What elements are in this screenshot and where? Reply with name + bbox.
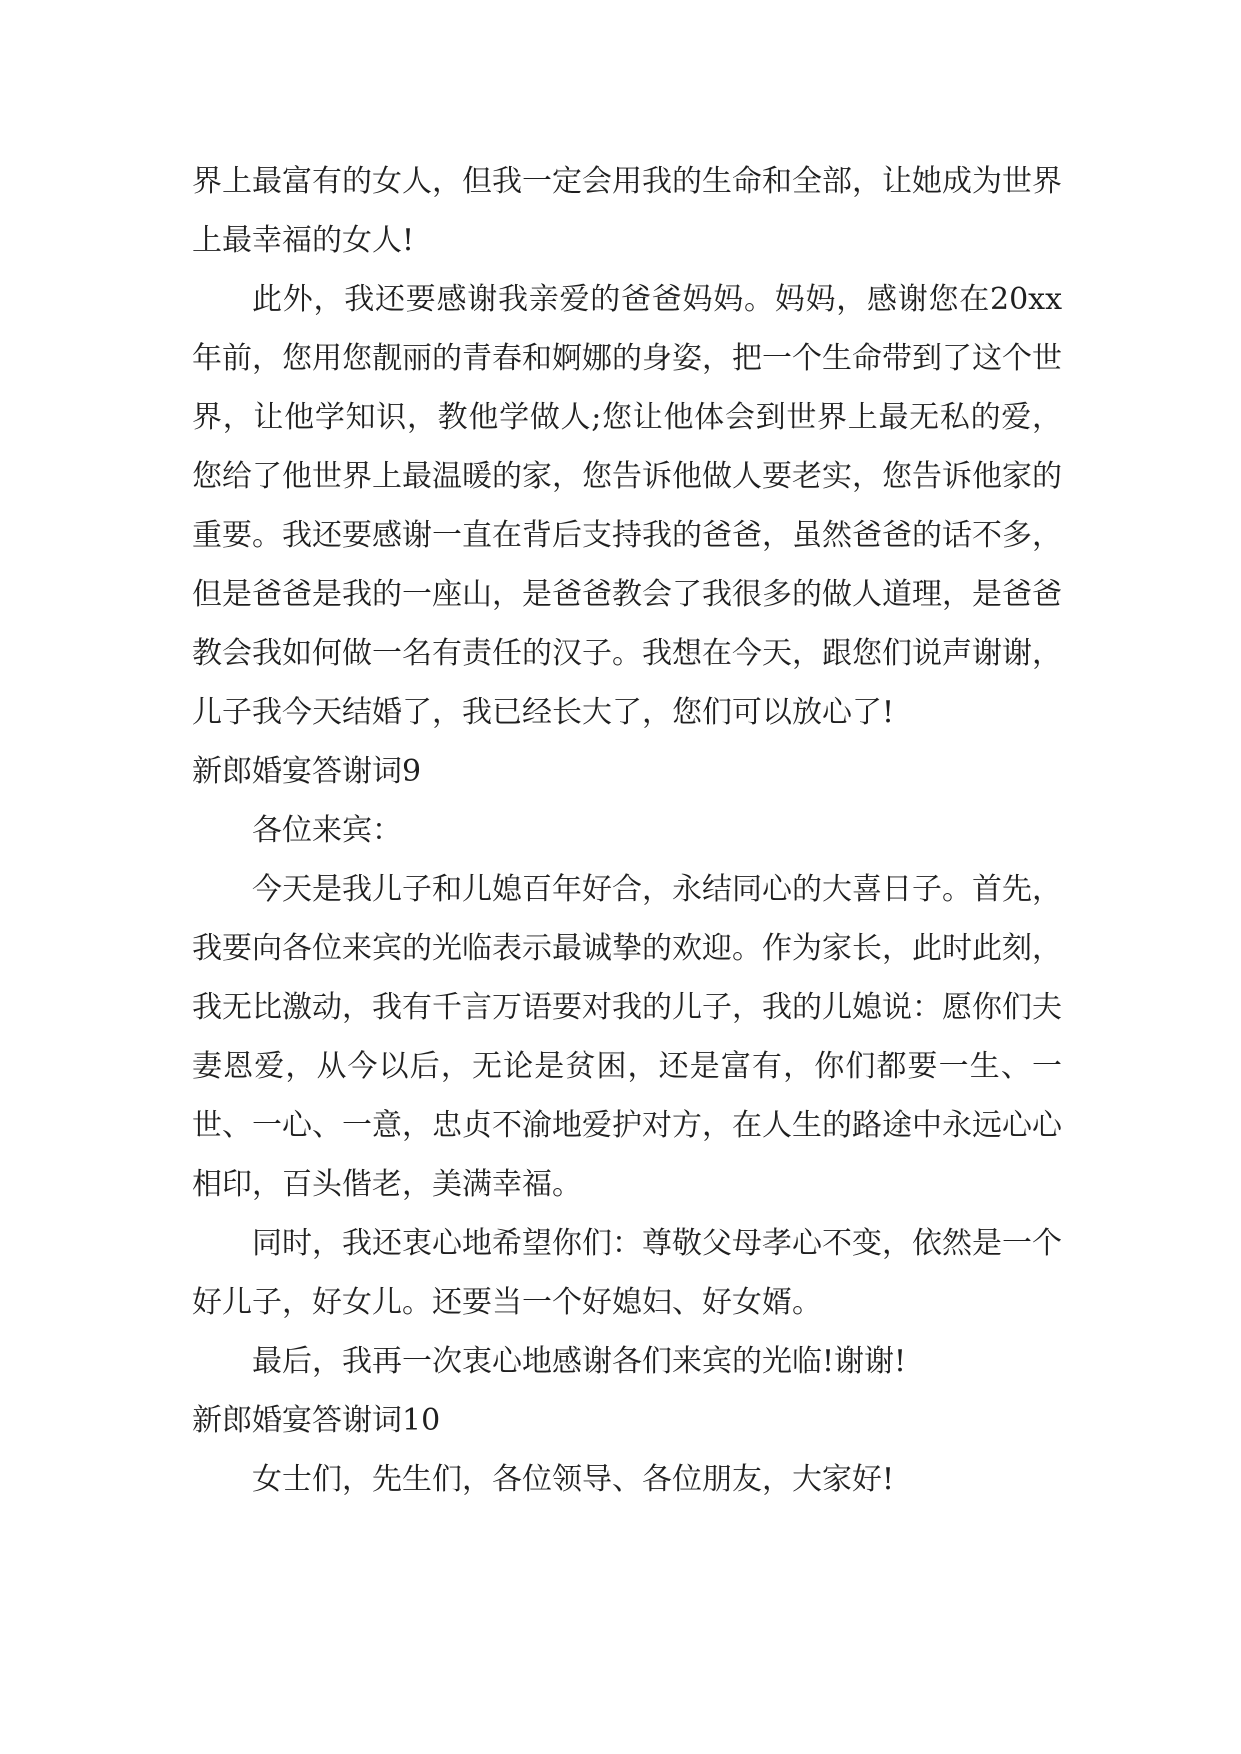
document-body — [192, 152, 1062, 1509]
paragraph-greeting: 女士们，先生们，各位领导、各位朋友，大家好! — [252, 1462, 895, 1497]
section-heading-10: 新郎婚宴答谢词10 — [192, 1403, 441, 1438]
paragraph-closing-thanks: 最后，我再一次衷心地感谢各们来宾的光临!谢谢! — [252, 1344, 907, 1379]
paragraph-salutation: 各位来宾： — [252, 813, 402, 848]
paragraph-thanks-parents: 此外，我还要感谢我亲爱的爸爸妈妈。妈妈，感谢您在20xx 年前，您用您靓丽的青春和婀娜的身姿，把一个生命带到了这个世界，让他学知识，教他学做人;您让他体会到世界上最无私的爱，您给了他世界上最温暖的家，您告诉他做人要老实，您告诉他家的重要。我还要感谢一直在背后支持我的爸爸，虽然爸爸的话不多，但是爸爸是我的一座山，是爸爸教会了我很多的做人道理，是爸爸教会我如何做一名有责任的汉子。我想在今天，跟您们说声谢谢，儿子我今天结婚了，我已经长大了，您们可以放心了! — [192, 282, 1062, 730]
section-heading-9: 新郎婚宴答谢词9 — [192, 754, 422, 789]
paragraph-continuation: 界上最富有的女人，但我一定会用我的生命和全部，让她成为世界上最幸福的女人! — [192, 164, 1062, 258]
paragraph-wedding-blessing: 今天是我儿子和儿媳百年好合，永结同心的大喜日子。首先，我要向各位来宾的光临表示最诚挚的欢迎。作为家长，此时此刻，我无比激动，我有千言万语要对我的儿子，我的儿媳说：愿你们夫妻恩爱，从今以后，无论是贫困，还是富有，你们都要一生、一世、一心、一意，忠贞不渝地爱护对方，在人生的路途中永远心心相印，百头偕老，美满幸福。 — [192, 872, 1062, 1202]
paragraph-hope: 同时，我还衷心地希望你们：尊敬父母孝心不变，依然是一个好儿子，好女儿。还要当一个好媳妇、好女婿。 — [192, 1226, 1062, 1320]
